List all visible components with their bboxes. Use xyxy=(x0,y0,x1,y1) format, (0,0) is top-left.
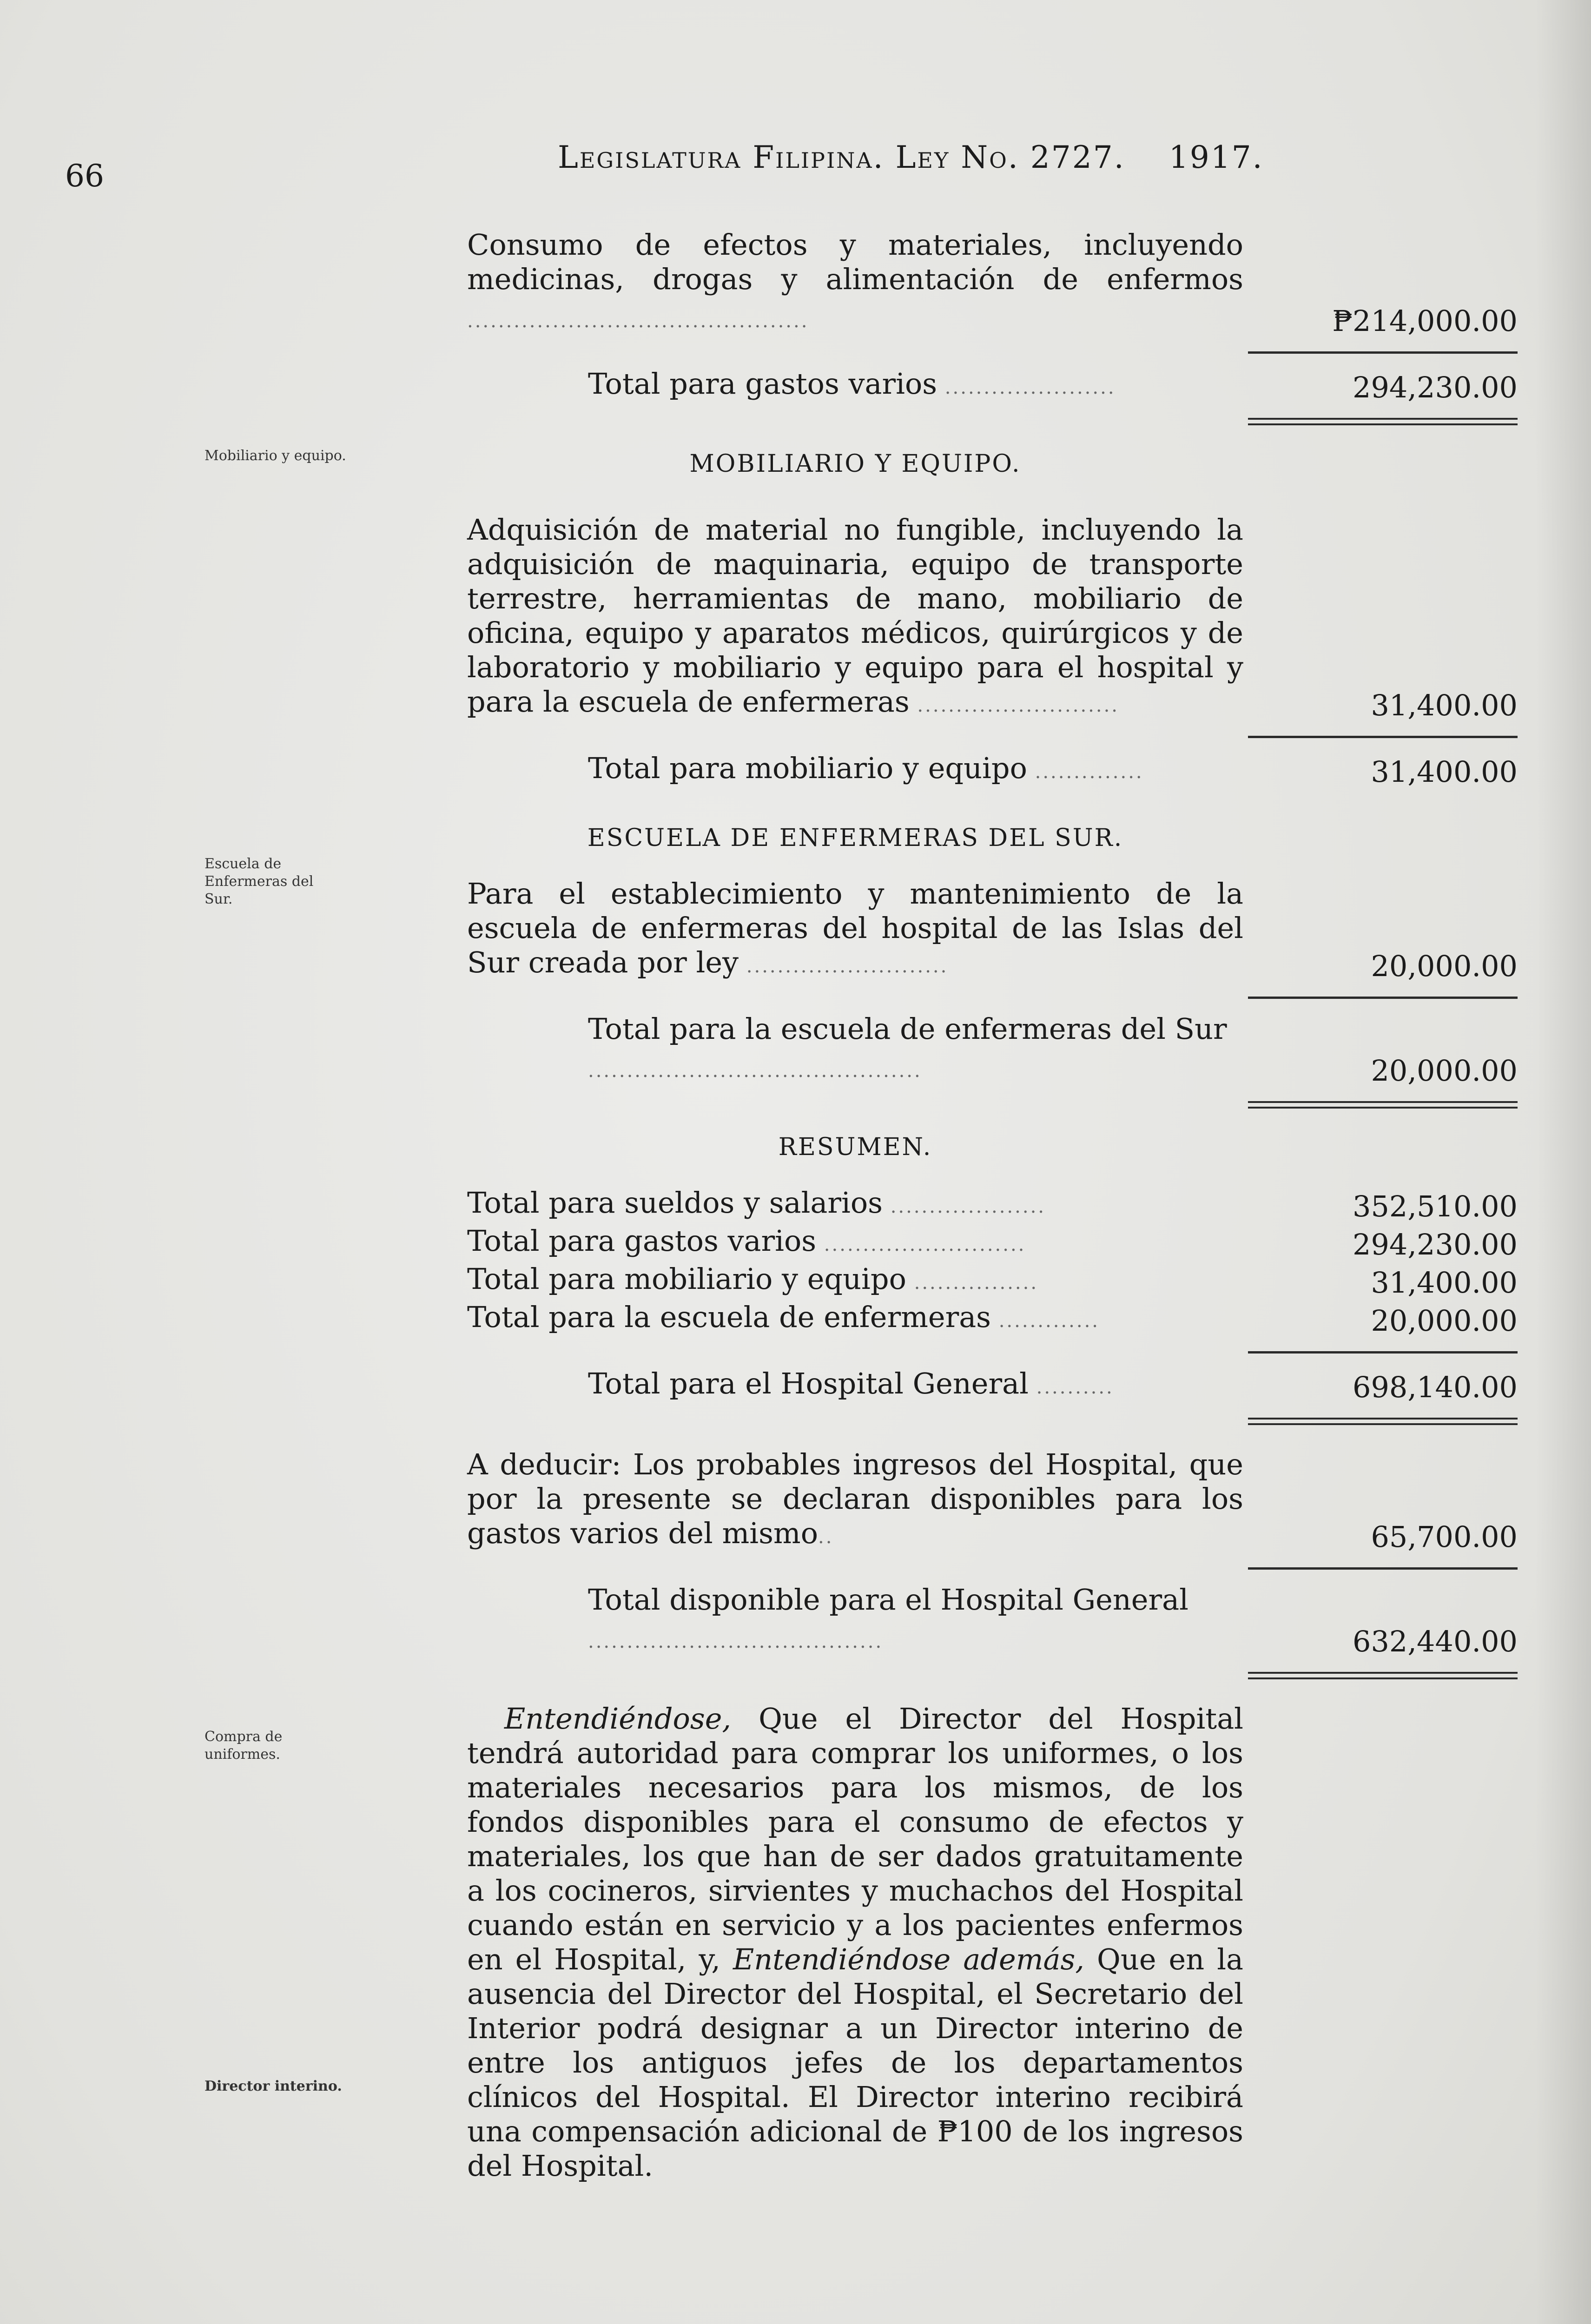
disponible-row xyxy=(467,1583,1518,1659)
mobiliario-heading: MOBILIARIO Y EQUIPO. xyxy=(689,450,1021,478)
total-mobiliario-amount: 31,400.00 xyxy=(1371,755,1518,789)
total-gastos-text: Total para gastos varios ...................... xyxy=(588,367,1116,401)
proviso-text: Que el Director del Hospital tendrá autoridad para comprar los uniformes, o los materiales necesarios para los mismos, de los fondos disponibles para el consumo de efectos y materiales, los que han de ser dados gratuitamente a los cocineros, sirvientes y muchachos del Hospital cuando están en servicio y a los pacientes enfermos en el Hospital, y, xyxy=(467,1702,1243,1976)
deducir-amount: 65,700.00 xyxy=(1371,1520,1518,1554)
resumen-amount: 20,000.00 xyxy=(1371,1304,1518,1338)
deducir-row xyxy=(467,1447,1518,1554)
escuela-row xyxy=(467,877,1518,984)
double-rule xyxy=(1248,1672,1518,1679)
consumo-text: Consumo de efectos y materiales, incluyendo medicinas, drogas y alimentación de enfermos ............................................ xyxy=(467,228,1243,332)
total-hospital-row xyxy=(467,1367,1518,1405)
resumen-amount: 31,400.00 xyxy=(1371,1266,1518,1300)
resumen-row xyxy=(467,1186,1518,1224)
resumen-amount: 294,230.00 xyxy=(1353,1228,1518,1261)
proviso-paragraph xyxy=(467,1702,1243,2183)
deducir-text: A deducir: Los probables ingresos del Hospital, que por la presente se declaran disponibles para los gastos varios del mismo.. xyxy=(467,1447,1243,1550)
total-hospital-amount: 698,140.00 xyxy=(1353,1370,1518,1404)
escuela-heading: ESCUELA DE ENFERMERAS DEL SUR. xyxy=(587,824,1123,852)
double-rule xyxy=(1248,1418,1518,1425)
double-rule xyxy=(1248,1101,1518,1109)
resumen-row xyxy=(467,1262,1518,1300)
page-edge-shadow xyxy=(1535,0,1591,2324)
total-gastos-amount: 294,230.00 xyxy=(1353,370,1518,404)
proviso-italic: Entendiéndose además, xyxy=(733,1942,1085,1976)
total-mobiliario-text: Total para mobiliario y equipo .............. xyxy=(588,751,1144,785)
consumo-row xyxy=(467,228,1518,338)
main-content xyxy=(467,228,1518,2183)
running-head-year: 1917. xyxy=(1168,139,1264,175)
margin-note-director: Director interino. xyxy=(205,2078,342,2094)
total-mobiliario-row xyxy=(467,751,1518,789)
margin-note-mobiliario: Mobiliario y equipo. xyxy=(205,448,346,464)
total-escuela-amount: 20,000.00 xyxy=(1371,1054,1518,1088)
proviso-text: Que en la ausencia del Director del Hospital, el Secretario del Interior podrá designar a un Director interino de entre los antiguos jefes de los departamentos clínicos del Hospital. El Director interino recibirá una compensación adicional de ₱100 de los ingresos del Hospital. xyxy=(467,1942,1243,2183)
escuela-text: Para el establecimiento y mantenimiento de la escuela de enfermeras del hospital de las Islas del Sur creada por ley .......................... xyxy=(467,877,1243,979)
total-escuela-text: Total para la escuela de enfermeras del Sur ........................................... xyxy=(588,1012,1227,1082)
mobiliario-row xyxy=(467,513,1518,723)
mobiliario-text: Adquisición de material no fungible, incluyendo la adquisición de maquinaria, equipo de transporte terrestre, herramientas de mano, mobiliario de oficina, equipo y aparatos médicos, quirúrgicos y de laboratorio y mobiliario y equipo para el hospital y para la escuela de enfermeras .......................... xyxy=(467,513,1243,719)
mobiliario-amount: 31,400.00 xyxy=(1371,688,1518,722)
resumen-label: Total para gastos varios .......................... xyxy=(467,1224,1026,1258)
resumen-label: Total para la escuela de enfermeras ............. xyxy=(467,1300,1100,1334)
escuela-amount: 20,000.00 xyxy=(1371,949,1518,983)
resumen-row xyxy=(467,1224,1518,1262)
resumen-row xyxy=(467,1300,1518,1338)
total-hospital-text: Total para el Hospital General .......... xyxy=(588,1367,1114,1400)
consumo-amount: ₱214,000.00 xyxy=(1332,304,1518,338)
double-rule xyxy=(1248,418,1518,425)
disponible-text: Total disponible para el Hospital General ...................................... xyxy=(588,1583,1188,1652)
total-escuela-row xyxy=(467,1012,1518,1088)
disponible-amount: 632,440.00 xyxy=(1353,1624,1518,1658)
running-head-title: Legislatura Filipina. Ley No. 2727. xyxy=(558,139,1125,175)
resumen-label: Total para sueldos y salarios .................... xyxy=(467,1186,1046,1220)
margin-note-compra: Compra de uniformes. xyxy=(205,1729,283,1763)
resumen-amount: 352,510.00 xyxy=(1353,1189,1518,1223)
total-gastos-row xyxy=(467,367,1518,405)
resumen-heading: RESUMEN. xyxy=(778,1133,932,1161)
proviso-italic: Entendiéndose, xyxy=(504,1702,732,1736)
page-number: 66 xyxy=(65,158,104,194)
margin-note-escuela: Escuela de Enfermeras del Sur. xyxy=(205,856,314,907)
resumen-label: Total para mobiliario y equipo ................ xyxy=(467,1262,1039,1296)
running-head xyxy=(558,139,1264,175)
